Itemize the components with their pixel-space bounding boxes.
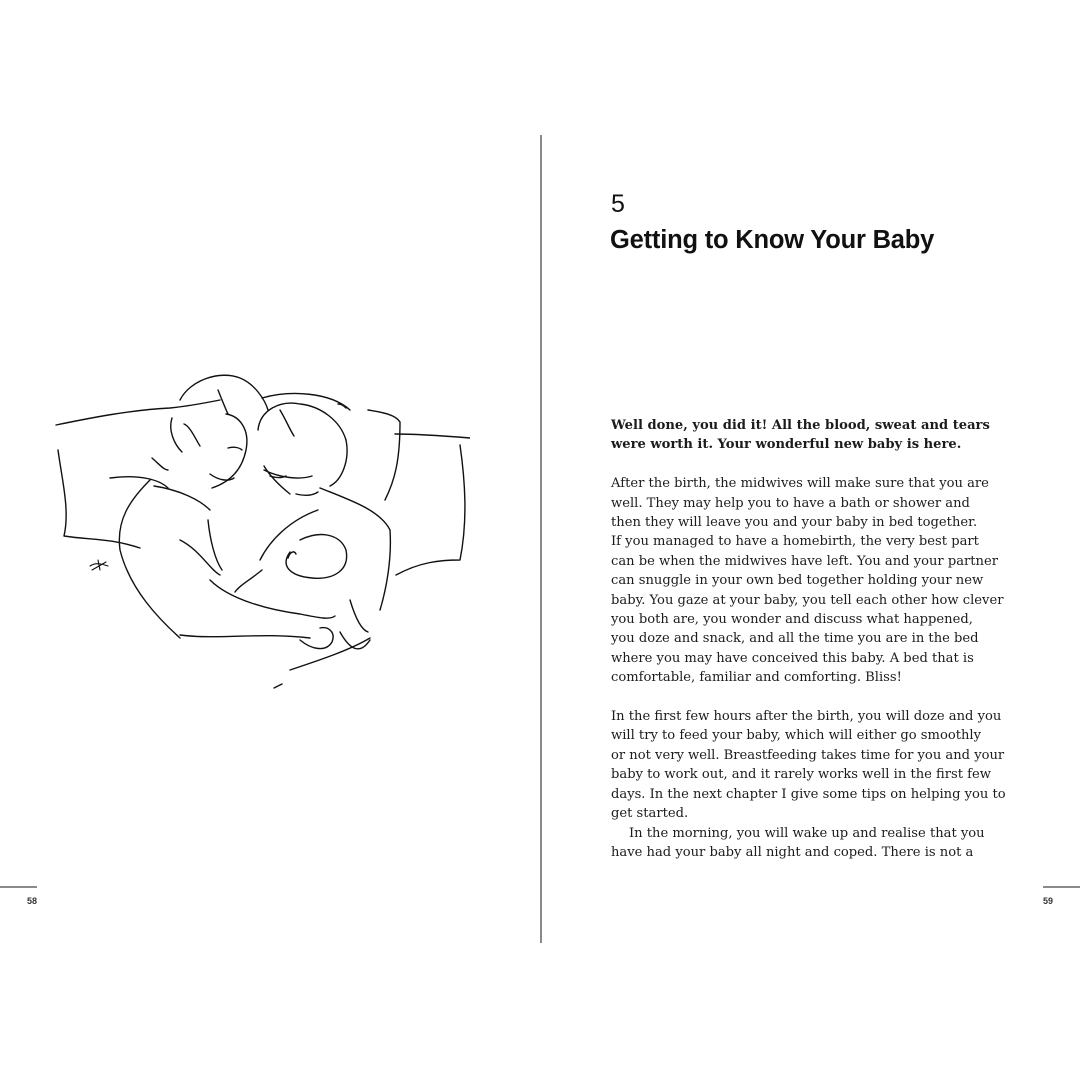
gutter-divider: [540, 135, 542, 943]
text-line: you doze and snack, and all the time you are in the bed: [611, 631, 979, 647]
text-line: days. In the next chapter I give some tips on helping you to: [611, 786, 1006, 802]
chapter-title: Getting to Know Your Baby: [610, 226, 935, 254]
text-line: then they will leave you and your baby in bed together.: [611, 515, 978, 531]
lead-paragraph: [611, 416, 990, 455]
text-line: well. They may help you to have a bath or shower and: [611, 495, 970, 511]
text-line: In the morning, you will wake up and realise that you: [629, 825, 985, 841]
text-line: get started.: [611, 806, 689, 822]
page-number-right: 59: [1043, 896, 1054, 906]
text-line: you both are, you wonder and discuss what happened,: [611, 612, 973, 628]
line-drawing-icon: [50, 370, 470, 690]
text-line: were worth it. Your wonderful new baby is here.: [611, 437, 962, 453]
chapter-number: 5: [611, 190, 625, 218]
paragraph: [611, 824, 985, 863]
text-line: where you may have conceived this baby. A bed that is: [611, 650, 974, 666]
text-line: have had your baby all night and coped. There is not a: [611, 844, 974, 860]
chapter-body: [611, 416, 1006, 862]
folio-rule-right: [1043, 886, 1080, 888]
text-line: comfortable, familiar and comforting. Bliss!: [611, 670, 902, 686]
text-line: Well done, you did it! All the blood, sweat and tears: [611, 418, 990, 433]
page-number-left: 58: [27, 896, 38, 906]
text-line: or not very well. Breastfeeding takes time for you and your: [611, 747, 1005, 763]
text-line: After the birth, the midwives will make sure that you are: [611, 476, 989, 492]
folio-rule-left: [0, 886, 37, 888]
text-line: can be when the midwives have left. You and your partner: [611, 553, 998, 569]
paragraph: [611, 707, 1006, 823]
couple-with-baby-illustration: [50, 370, 470, 690]
text-line: baby. You gaze at your baby, you tell each other how clever: [611, 592, 1004, 608]
text-line: In the first few hours after the birth, you will doze and you: [611, 709, 1002, 725]
paragraph: [611, 474, 1004, 687]
text-line: baby to work out, and it rarely works well in the first few: [611, 767, 991, 783]
text-line: will try to feed your baby, which will either go smoothly: [611, 728, 981, 744]
text-line: can snuggle in your own bed together holding your new: [611, 573, 984, 589]
artist-signature: [90, 560, 108, 570]
text-line: If you managed to have a homebirth, the very best part: [611, 534, 979, 550]
